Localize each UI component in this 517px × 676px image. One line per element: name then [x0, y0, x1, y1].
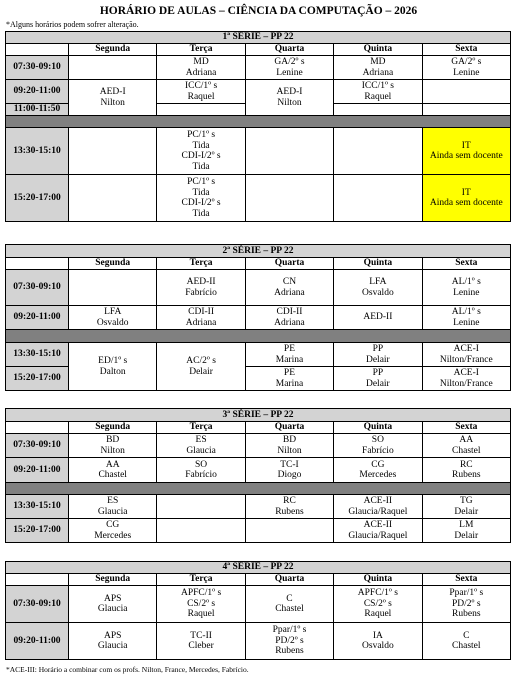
- section-header: 3ª SÉRIE – PP 22: [6, 409, 511, 422]
- section-header: 4ª SÉRIE – PP 22: [6, 562, 511, 574]
- class-cell: C Chastel: [422, 623, 510, 660]
- day-header: Quarta: [245, 258, 333, 270]
- time-slot: 07:30-09:10: [6, 270, 69, 306]
- time-slot: 07:30-09:10: [6, 56, 69, 80]
- class-cell: PE Marina: [245, 343, 333, 367]
- day-header: Quinta: [334, 422, 422, 434]
- class-cell: C Chastel: [245, 586, 333, 623]
- class-cell: [69, 128, 157, 175]
- page-note: *Alguns horários podem sofrer alteração.: [6, 20, 139, 29]
- class-cell: MD Adriana: [334, 56, 422, 80]
- class-cell: ACE-II Glaucia/Raquel: [334, 519, 422, 543]
- class-cell: LFA Osvaldo: [334, 270, 422, 306]
- class-cell: ES Glaucia: [69, 495, 157, 519]
- time-slot: 11:00-11:50: [6, 104, 69, 116]
- day-header: Terça: [157, 422, 245, 434]
- day-header: Sexta: [422, 574, 510, 586]
- day-header: Sexta: [422, 258, 510, 270]
- class-cell: CDI-II Adriana: [245, 306, 333, 330]
- class-cell: PP Delair: [334, 343, 422, 367]
- day-header: Quarta: [245, 574, 333, 586]
- class-cell: RC Rubens: [422, 458, 510, 483]
- time-slot: 13:30-15:10: [6, 343, 69, 367]
- class-cell: [69, 175, 157, 222]
- time-slot: 13:30-15:10: [6, 128, 69, 175]
- class-cell: [69, 56, 157, 80]
- class-cell: AA Chastel: [69, 458, 157, 483]
- day-header: Terça: [157, 574, 245, 586]
- corner-cell: [6, 422, 69, 434]
- day-header: Sexta: [422, 44, 510, 56]
- class-cell: AED-I Nilton: [245, 80, 333, 116]
- class-cell: AED-II: [334, 306, 422, 330]
- class-cell: ICC/1º s Raquel: [157, 80, 245, 104]
- class-cell: PP Delair: [334, 367, 422, 391]
- class-cell-highlight: IT Ainda sem docente: [422, 175, 510, 222]
- section-header: 1ª SÉRIE – PP 22: [6, 32, 511, 44]
- class-cell: [334, 104, 422, 116]
- day-header: Quarta: [245, 44, 333, 56]
- lunch-break-row: [6, 330, 511, 343]
- class-cell: TC-I Diogo: [245, 458, 333, 483]
- class-cell: [157, 519, 245, 543]
- day-header: Terça: [157, 258, 245, 270]
- day-header: Segunda: [69, 574, 157, 586]
- schedule-table-s4: [5, 561, 511, 660]
- class-cell: [245, 175, 333, 222]
- day-header: Terça: [157, 44, 245, 56]
- class-cell: LFA Osvaldo: [69, 306, 157, 330]
- section-header: 2ª SÉRIE – PP 22: [6, 245, 511, 258]
- class-cell: ACE-I Nilton/France: [422, 343, 510, 367]
- class-cell: APFC/1º s CS/2º s Raquel: [157, 586, 245, 623]
- class-cell: AED-II Fabrício: [157, 270, 245, 306]
- schedule-table-s2: [5, 244, 511, 391]
- class-cell: ES Glaucia: [157, 434, 245, 458]
- day-header: Quinta: [334, 44, 422, 56]
- class-cell: PC/1º s Tida CDI-I/2º s Tida: [157, 175, 245, 222]
- class-cell: BD Nilton: [69, 434, 157, 458]
- class-cell: RC Rubens: [245, 495, 333, 519]
- class-cell: Ppar/1º s PD/2º s Rubens: [422, 586, 510, 623]
- class-cell: TC-II Cleber: [157, 623, 245, 660]
- time-slot: 07:30-09:10: [6, 586, 69, 623]
- class-cell: [157, 495, 245, 519]
- class-cell: GA/2º s Lenine: [245, 56, 333, 80]
- class-cell: ICC/1º s Raquel: [334, 80, 422, 104]
- corner-cell: [6, 44, 69, 56]
- day-header: Quinta: [334, 258, 422, 270]
- footnote: *ACE-III: Horário a combinar com os profs. Nilton, France, Mercedes, Fabrício.: [6, 665, 249, 674]
- class-cell: AC/2º s Delair: [157, 343, 245, 391]
- time-slot: 15:20-17:00: [6, 519, 69, 543]
- class-cell-highlight: IT Ainda sem docente: [422, 128, 510, 175]
- class-cell: APS Glaucia: [69, 586, 157, 623]
- class-cell: CG Mercedes: [69, 519, 157, 543]
- page-title: HORÁRIO DE AULAS – CIÊNCIA DA COMPUTAÇÃO – 2026: [99, 5, 418, 17]
- time-slot: 15:20-17:00: [6, 367, 69, 391]
- corner-cell: [6, 258, 69, 270]
- day-header: Segunda: [69, 258, 157, 270]
- class-cell: [245, 128, 333, 175]
- time-slot: 13:30-15:10: [6, 495, 69, 519]
- class-cell: AED-I Nilton: [69, 80, 157, 116]
- class-cell: Ppar/1º s PD/2º s Rubens: [245, 623, 333, 660]
- class-cell: [69, 270, 157, 306]
- class-cell: APFC/1º s CS/2º s Raquel: [334, 586, 422, 623]
- class-cell: ED/1º s Dalton: [69, 343, 157, 391]
- lunch-break-row: [6, 116, 511, 128]
- class-cell: [334, 128, 422, 175]
- class-cell: CN Adriana: [245, 270, 333, 306]
- class-cell: TG Delair: [422, 495, 510, 519]
- time-slot: 15:20-17:00: [6, 175, 69, 222]
- class-cell: GA/2º s Lenine: [422, 56, 510, 80]
- schedule-table-s1: [5, 31, 511, 222]
- class-cell: PE Marina: [245, 367, 333, 391]
- time-slot: 07:30-09:10: [6, 434, 69, 458]
- day-header: Quarta: [245, 422, 333, 434]
- corner-cell: [6, 574, 69, 586]
- class-cell: CDI-II Adriana: [157, 306, 245, 330]
- class-cell: APS Glaucia: [69, 623, 157, 660]
- class-cell: SO Fabrício: [334, 434, 422, 458]
- class-cell: ACE-I Nilton/France: [422, 367, 510, 391]
- class-cell: IA Osvaldo: [334, 623, 422, 660]
- class-cell: CG Mercedes: [334, 458, 422, 483]
- class-cell: PC/1º s Tida CDI-I/2º s Tida: [157, 128, 245, 175]
- class-cell: LM Delair: [422, 519, 510, 543]
- day-header: Segunda: [69, 422, 157, 434]
- time-slot: 09:20-11:00: [6, 306, 69, 330]
- schedule-table-s3: [5, 408, 511, 543]
- time-slot: 09:20-11:00: [6, 458, 69, 483]
- class-cell: SO Fabrício: [157, 458, 245, 483]
- class-cell: [157, 104, 245, 116]
- class-cell: MD Adriana: [157, 56, 245, 80]
- day-header: Sexta: [422, 422, 510, 434]
- time-slot: 09:20-11:00: [6, 623, 69, 660]
- class-cell: ACE-II Glaucia/Raquel: [334, 495, 422, 519]
- class-cell: AL/1º s Lenine: [422, 270, 510, 306]
- time-slot: 09:20-11:00: [6, 80, 69, 104]
- lunch-break-row: [6, 483, 511, 495]
- class-cell: [422, 80, 510, 104]
- day-header: Segunda: [69, 44, 157, 56]
- class-cell: [334, 175, 422, 222]
- class-cell: [245, 519, 333, 543]
- class-cell: BD Nilton: [245, 434, 333, 458]
- class-cell: [422, 104, 510, 116]
- class-cell: AA Chastel: [422, 434, 510, 458]
- class-cell: AL/1º s Lenine: [422, 306, 510, 330]
- day-header: Quinta: [334, 574, 422, 586]
